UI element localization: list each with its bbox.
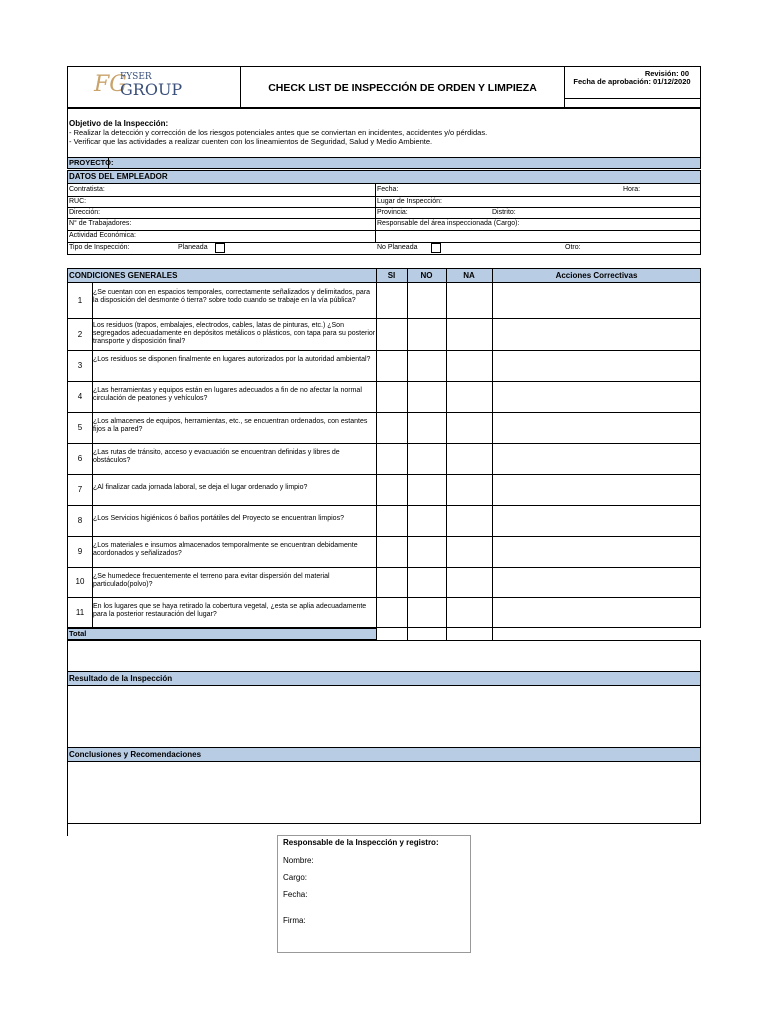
item-number: 8 bbox=[77, 516, 83, 525]
no-planeada-checkbox[interactable] bbox=[431, 243, 441, 253]
planeada-label: Planeada bbox=[178, 244, 208, 251]
item-question: ¿Los almacenes de equipos, herramientas, etc., se encuentran ordenados, con estantes fijos a la pared? bbox=[93, 418, 368, 433]
conditions-header: CONDICIONES GENERALES bbox=[69, 271, 178, 280]
planeada-checkbox[interactable] bbox=[215, 243, 225, 253]
revision-label: Revisión: 00 bbox=[644, 69, 689, 78]
item-number: 2 bbox=[77, 330, 83, 339]
tipo-underline bbox=[240, 254, 372, 255]
col-no-header: NO bbox=[420, 271, 433, 280]
project-label: PROYECTO: bbox=[69, 158, 114, 167]
col-actions-header: Acciones Correctivas bbox=[555, 271, 638, 280]
tipo-inspeccion-label: Tipo de Inspección: bbox=[69, 244, 130, 251]
item-number: 1 bbox=[77, 296, 83, 305]
table-row bbox=[67, 381, 701, 382]
fecha-label: Fecha: bbox=[377, 186, 399, 193]
col-line bbox=[376, 268, 377, 640]
hora-label: Hora: bbox=[623, 186, 641, 193]
logo-top-text: FYSER bbox=[120, 72, 152, 82]
item-number: 10 bbox=[75, 577, 85, 586]
logo-mark: FG bbox=[94, 72, 127, 97]
item-question: ¿Al finalizar cada jornada laboral, se deja el lugar ordenado y limpio? bbox=[93, 484, 308, 491]
item-number: 11 bbox=[75, 608, 85, 617]
item-question: ¿Se cuentan con en espacios temporales, correctamente señalizados y delimitados, para la disposición del desmonte ó tierra? sobre todo cuando se trabaje en la vía pública? bbox=[93, 289, 371, 304]
item-number: 5 bbox=[77, 423, 83, 432]
col-line bbox=[492, 268, 493, 640]
signature-title: Responsable de la Inspección y registro: bbox=[283, 838, 439, 847]
table-row bbox=[67, 536, 701, 537]
employer-mid-divider bbox=[375, 184, 376, 242]
provincia-label: Provincia: bbox=[377, 209, 408, 216]
item-number: 3 bbox=[77, 361, 83, 370]
signature-fecha: Fecha: bbox=[283, 890, 308, 899]
project-divider bbox=[108, 157, 109, 169]
contratista-label: Contratista: bbox=[69, 186, 105, 193]
col-line bbox=[446, 268, 447, 640]
item-question: ¿Los residuos se disponen finalmente en lugares autorizados por la autoridad ambiental? bbox=[93, 356, 371, 363]
approval-date-label: Fecha de aprobación: 01/12/2020 bbox=[573, 77, 691, 86]
item-question: ¿Las herramientas y equipos están en lugares adecuados a fin de no afectar la normal circulación de peatones y vehículos? bbox=[93, 387, 362, 402]
employer-row-line bbox=[67, 207, 701, 208]
actividad-label: Actividad Económica: bbox=[69, 232, 136, 239]
employer-row-line bbox=[67, 196, 701, 197]
total-label: Total bbox=[69, 629, 87, 638]
otro-label: Otro: bbox=[565, 244, 581, 251]
table-row bbox=[67, 597, 701, 598]
table-row bbox=[67, 474, 701, 475]
item-question: Los residuos (trapos, embalajes, electrodos, cables, latas de pinturas, etc.) ¿Son segregados adecuadamente en depósitos metálicos o plásticos, con tapa para su posterior transporte y disposición final? bbox=[93, 322, 376, 345]
item-number: 7 bbox=[77, 485, 83, 494]
table-row bbox=[67, 443, 701, 444]
signature-firma: Firma: bbox=[283, 916, 306, 925]
no-planeada-label: No Planeada bbox=[377, 244, 418, 251]
item-question: ¿Los materiales e insumos almacenados temporalmente se encuentran debidamente acordonados y señalizados? bbox=[93, 542, 358, 557]
table-row bbox=[67, 567, 701, 568]
employer-row-line bbox=[67, 242, 701, 243]
item-question: ¿Las rutas de tránsito, acceso y evacuación se encuentran definidas y libres de obstáculos? bbox=[93, 449, 340, 464]
left-tail-line bbox=[67, 823, 68, 836]
result-label: Resultado de la Inspección bbox=[69, 674, 173, 683]
company-logo bbox=[94, 70, 200, 102]
lugar-label: Lugar de Inspección: bbox=[377, 198, 442, 205]
item-question: ¿Se humedece frecuentemente el terreno para evitar dispersión del material particulado(polvo)? bbox=[93, 573, 330, 588]
objective-line-1: - Realizar la detección y corrección de los riesgos potenciales antes que se conviertan en incidentes, accidentes y/o pérdidas. bbox=[69, 128, 488, 137]
objective-line-2: - Verificar que las actividades a realizar cuenten con los lineamientos de Seguridad, Salud y Medio Ambiente. bbox=[69, 137, 433, 146]
col-na-header: NA bbox=[463, 271, 475, 280]
item-number: 9 bbox=[77, 547, 83, 556]
item-number: 6 bbox=[77, 454, 83, 463]
distrito-label: Distrito: bbox=[492, 209, 516, 216]
employer-row-line bbox=[67, 230, 701, 231]
objective-label: Objetivo de la Inspección: bbox=[69, 119, 169, 128]
header-divider-mid bbox=[564, 98, 701, 99]
col-line bbox=[407, 268, 408, 640]
direccion-label: Dirección: bbox=[69, 209, 101, 216]
trabajadores-label: N° de Trabajadores: bbox=[69, 220, 132, 227]
page-title: CHECK LIST DE INSPECCIÓN DE ORDEN Y LIMPIEZA bbox=[268, 82, 537, 94]
signature-nombre: Nombre: bbox=[283, 856, 314, 865]
project-band bbox=[67, 157, 701, 169]
employer-row-line bbox=[67, 218, 701, 219]
table-row bbox=[67, 412, 701, 413]
col-si-header: SI bbox=[387, 271, 396, 280]
responsable-area-label: Responsable del área inspeccionada (Cargo): bbox=[377, 220, 520, 227]
table-row bbox=[67, 505, 701, 506]
item-question: ¿Los Servicios higiénicos ó baños portátiles del Proyecto se encuentran limpios? bbox=[93, 515, 344, 522]
logo-bottom-text: GROUP bbox=[120, 80, 183, 99]
result-top-line bbox=[67, 640, 701, 641]
conclusions-label: Conclusiones y Recomendaciones bbox=[69, 750, 202, 759]
signature-cargo: Cargo: bbox=[283, 873, 308, 882]
total-band bbox=[67, 628, 377, 640]
ruc-label: RUC: bbox=[69, 198, 87, 205]
result-area bbox=[67, 640, 701, 824]
item-question: En los lugares que se haya retirado la cobertura vegetal, ¿esta se aplia adecuadamente para la posterior restauración del lugar? bbox=[93, 603, 367, 618]
otro-underline bbox=[456, 242, 556, 243]
table-row bbox=[67, 350, 701, 351]
item-number: 4 bbox=[77, 392, 83, 401]
employer-section-title: DATOS DEL EMPLEADOR bbox=[69, 172, 168, 181]
table-row bbox=[67, 318, 701, 319]
